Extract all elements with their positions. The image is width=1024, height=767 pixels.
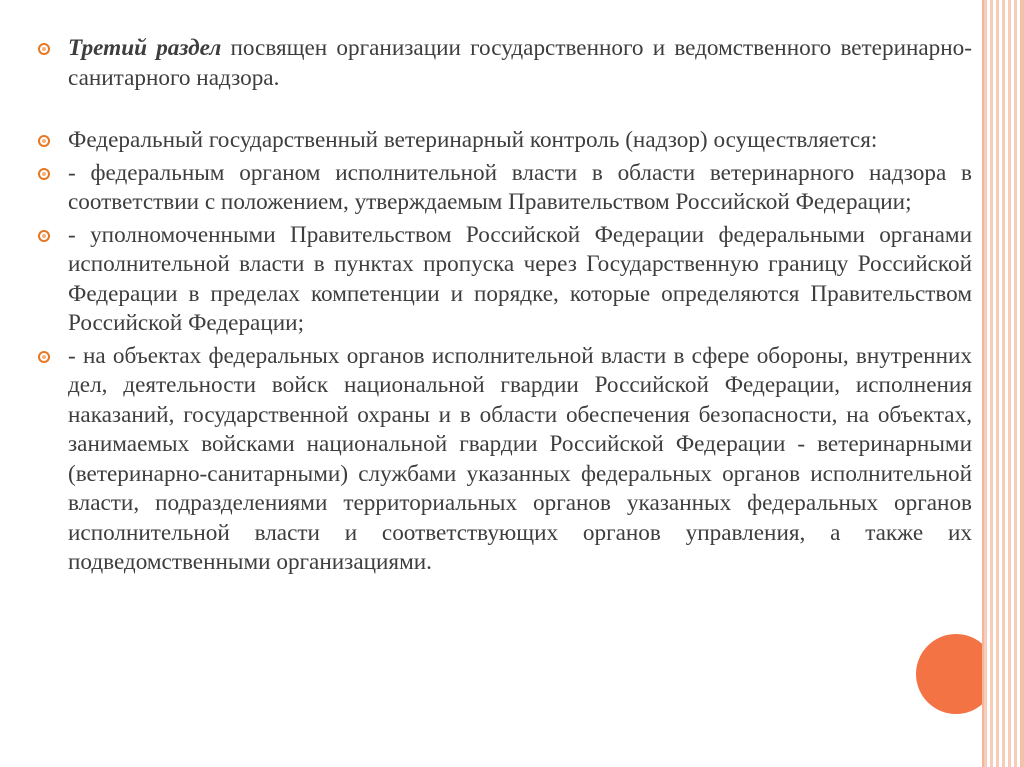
ring-bullet-icon xyxy=(38,230,50,242)
ring-bullet-icon xyxy=(38,351,50,363)
section-emphasis: Третий раздел xyxy=(68,35,222,61)
ring-bullet-icon xyxy=(38,43,50,55)
ring-bullet-icon xyxy=(38,168,50,180)
ring-bullet-icon xyxy=(38,135,50,147)
bullet-paragraph-5 xyxy=(36,342,972,578)
bullet-paragraph-3 xyxy=(36,159,972,218)
bullet-paragraph-2 xyxy=(36,126,972,156)
paragraph-text: - федеральным органом исполнительной власти в области ветеринарного надзора в соответствии с положением, утверждаемым Правительством Российской Федерации; xyxy=(68,159,972,215)
decorative-border-stripes xyxy=(984,0,1024,767)
paragraph-text: - уполномоченными Правительством Российской Федерации федеральными органами исполнительной власти в пунктах пропуска через Государственную границу Российской Федерации в пределах компетенции и порядке, которые определяются Правительством Российской Федерации; xyxy=(68,221,972,336)
bullet-paragraph-1 xyxy=(36,34,972,93)
paragraph-text: посвящен организации государственного и ведомственного ветеринарно-санитарного надзора. xyxy=(68,35,972,91)
paragraph-text: Федеральный государственный ветеринарный контроль (надзор) осуществляется: xyxy=(68,127,878,153)
bullet-paragraph-4 xyxy=(36,221,972,339)
slide-body xyxy=(36,34,972,578)
paragraph-text: - на объектах федеральных органов исполнительной власти в сфере обороны, внутренних дел, деятельности войск национальной гвардии Российской Федерации, исполнения наказаний, государственной охраны и в области обеспечения безопасности, на объектах, занимаемых войсками национальной гвардии Российской Федерации - ветеринарными (ветеринарно-санитарными) службами указанных федеральных органов исполнительной власти, подразделениями территориальных органов указанных федеральных органов исполнительной власти и соответствующих органов управления, а также их подведомственными организациями. xyxy=(68,342,972,575)
